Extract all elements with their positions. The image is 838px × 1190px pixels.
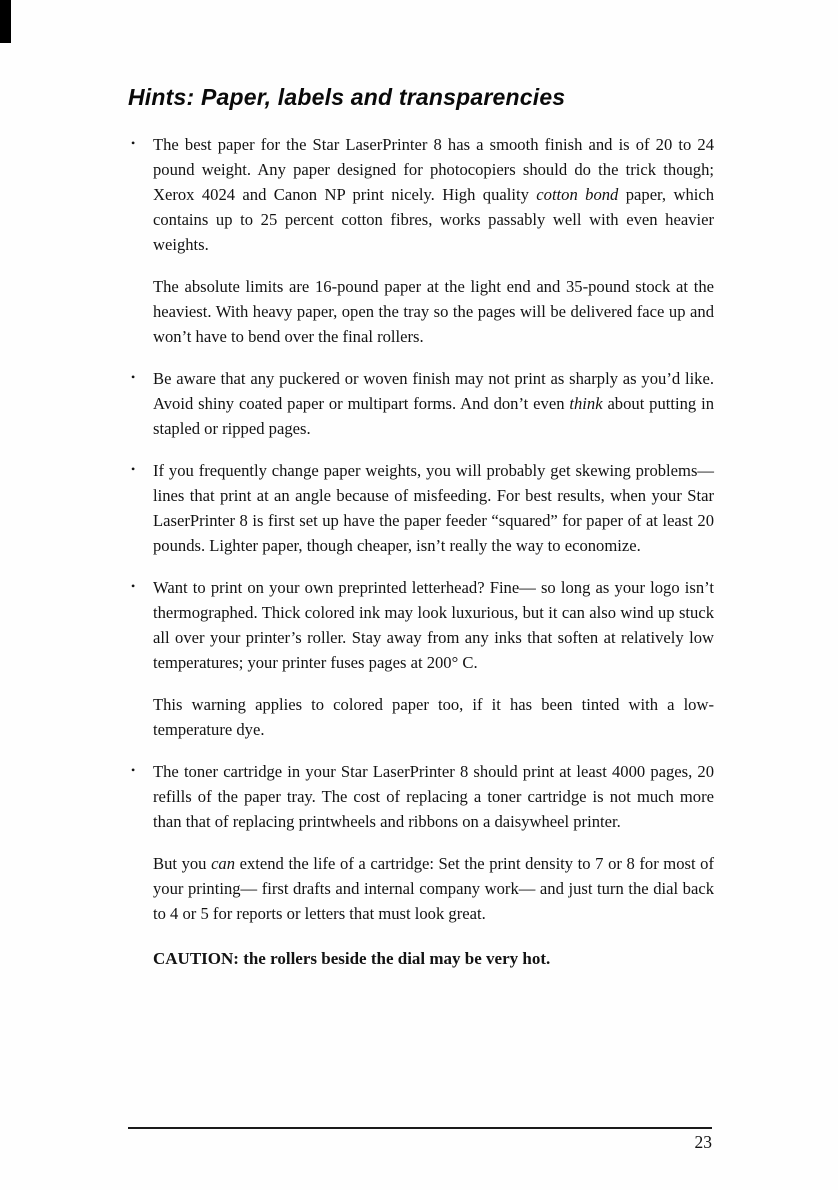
text-segment-italic: cotton bond <box>536 185 619 204</box>
bullet-icon: • <box>131 462 136 476</box>
text-segment: But you <box>153 854 212 873</box>
bullet-text <box>153 366 714 441</box>
bullet-icon: • <box>131 136 136 150</box>
paragraph <box>128 692 714 742</box>
bullet-icon: • <box>131 370 136 384</box>
bullet-item <box>128 759 714 834</box>
bullet-text: The toner cartridge in your Star LaserPrinter 8 should print at least 4000 pages, 20 refills of the paper tray. The cost of replacing a toner cartridge is not much more than that of replacing printwheels and ribbons on a daisywheel printer. <box>153 762 714 831</box>
text-segment: Be aware that any puckered or woven finish may not print as sharply as you’d like. Avoid shiny coated paper or multipart forms. And don’t even <box>153 369 714 413</box>
bullet-icon: • <box>131 763 136 777</box>
document-title: Hints: Paper, labels and transparencies <box>128 84 566 110</box>
text-segment: extend the life of a cartridge: Set the print density to 7 or 8 for most of your printing— first drafts and internal company work— and just turn the dial back to 4 or 5 for reports or letters that must look great. <box>153 854 714 923</box>
bullet-text: If you frequently change paper weights, you will probably get skewing problems— lines that print at an angle because of misfeeding. For best results, when your Star LaserPrinter 8 is first set up have the paper feeder “squared” for paper of at least 20 pounds. Lighter paper, though cheaper, isn’t really the way to economize. <box>153 461 714 555</box>
paragraph-text: This warning applies to colored paper too, if it has been tinted with a low-temperature dye. <box>153 695 714 739</box>
bullet-item <box>128 366 714 441</box>
paragraph <box>128 851 714 926</box>
caution-text: CAUTION: the rollers beside the dial may be very hot. <box>153 949 551 968</box>
text-segment-italic: think <box>569 394 603 413</box>
bullet-text <box>153 132 714 257</box>
text-segment: The best paper for the Star LaserPrinter 8 has a smooth finish and is of 20 to 24 pound weight. Any paper designed for photocopiers should do the trick though; Xerox 4024 and Canon NP print nicely. High quality <box>153 135 714 204</box>
scan-artifact <box>0 0 11 43</box>
bullet-item <box>128 132 714 257</box>
paragraph-text <box>153 851 714 926</box>
paragraph <box>128 274 714 349</box>
text-segment: about putting in stapled or ripped pages. <box>153 394 714 438</box>
bullet-icon: • <box>131 579 136 593</box>
text-segment-italic: can <box>211 854 236 873</box>
text-segment: paper, which contains up to 25 percent cotton fibres, works passably well with even heavier weights. <box>153 185 715 254</box>
bullet-item <box>128 458 714 558</box>
footer-rule <box>128 1127 712 1129</box>
bullet-item <box>128 575 714 675</box>
page-number: 23 <box>694 1132 712 1152</box>
bullet-text: Want to print on your own preprinted letterhead? Fine— so long as your logo isn’t thermographed. Thick colored ink may look luxurious, but it can also wind up stuck all over your printer’s roller. Stay away from any inks that soften at relatively low temperatures; your printer fuses pages at 200° C. <box>153 578 714 672</box>
paragraph-text: The absolute limits are 16-pound paper at the light end and 35-pound stock at the heaviest. With heavy paper, open the tray so the pages will be delivered face up and won’t have to bend over the final rollers. <box>153 277 714 346</box>
document-content <box>128 84 714 988</box>
